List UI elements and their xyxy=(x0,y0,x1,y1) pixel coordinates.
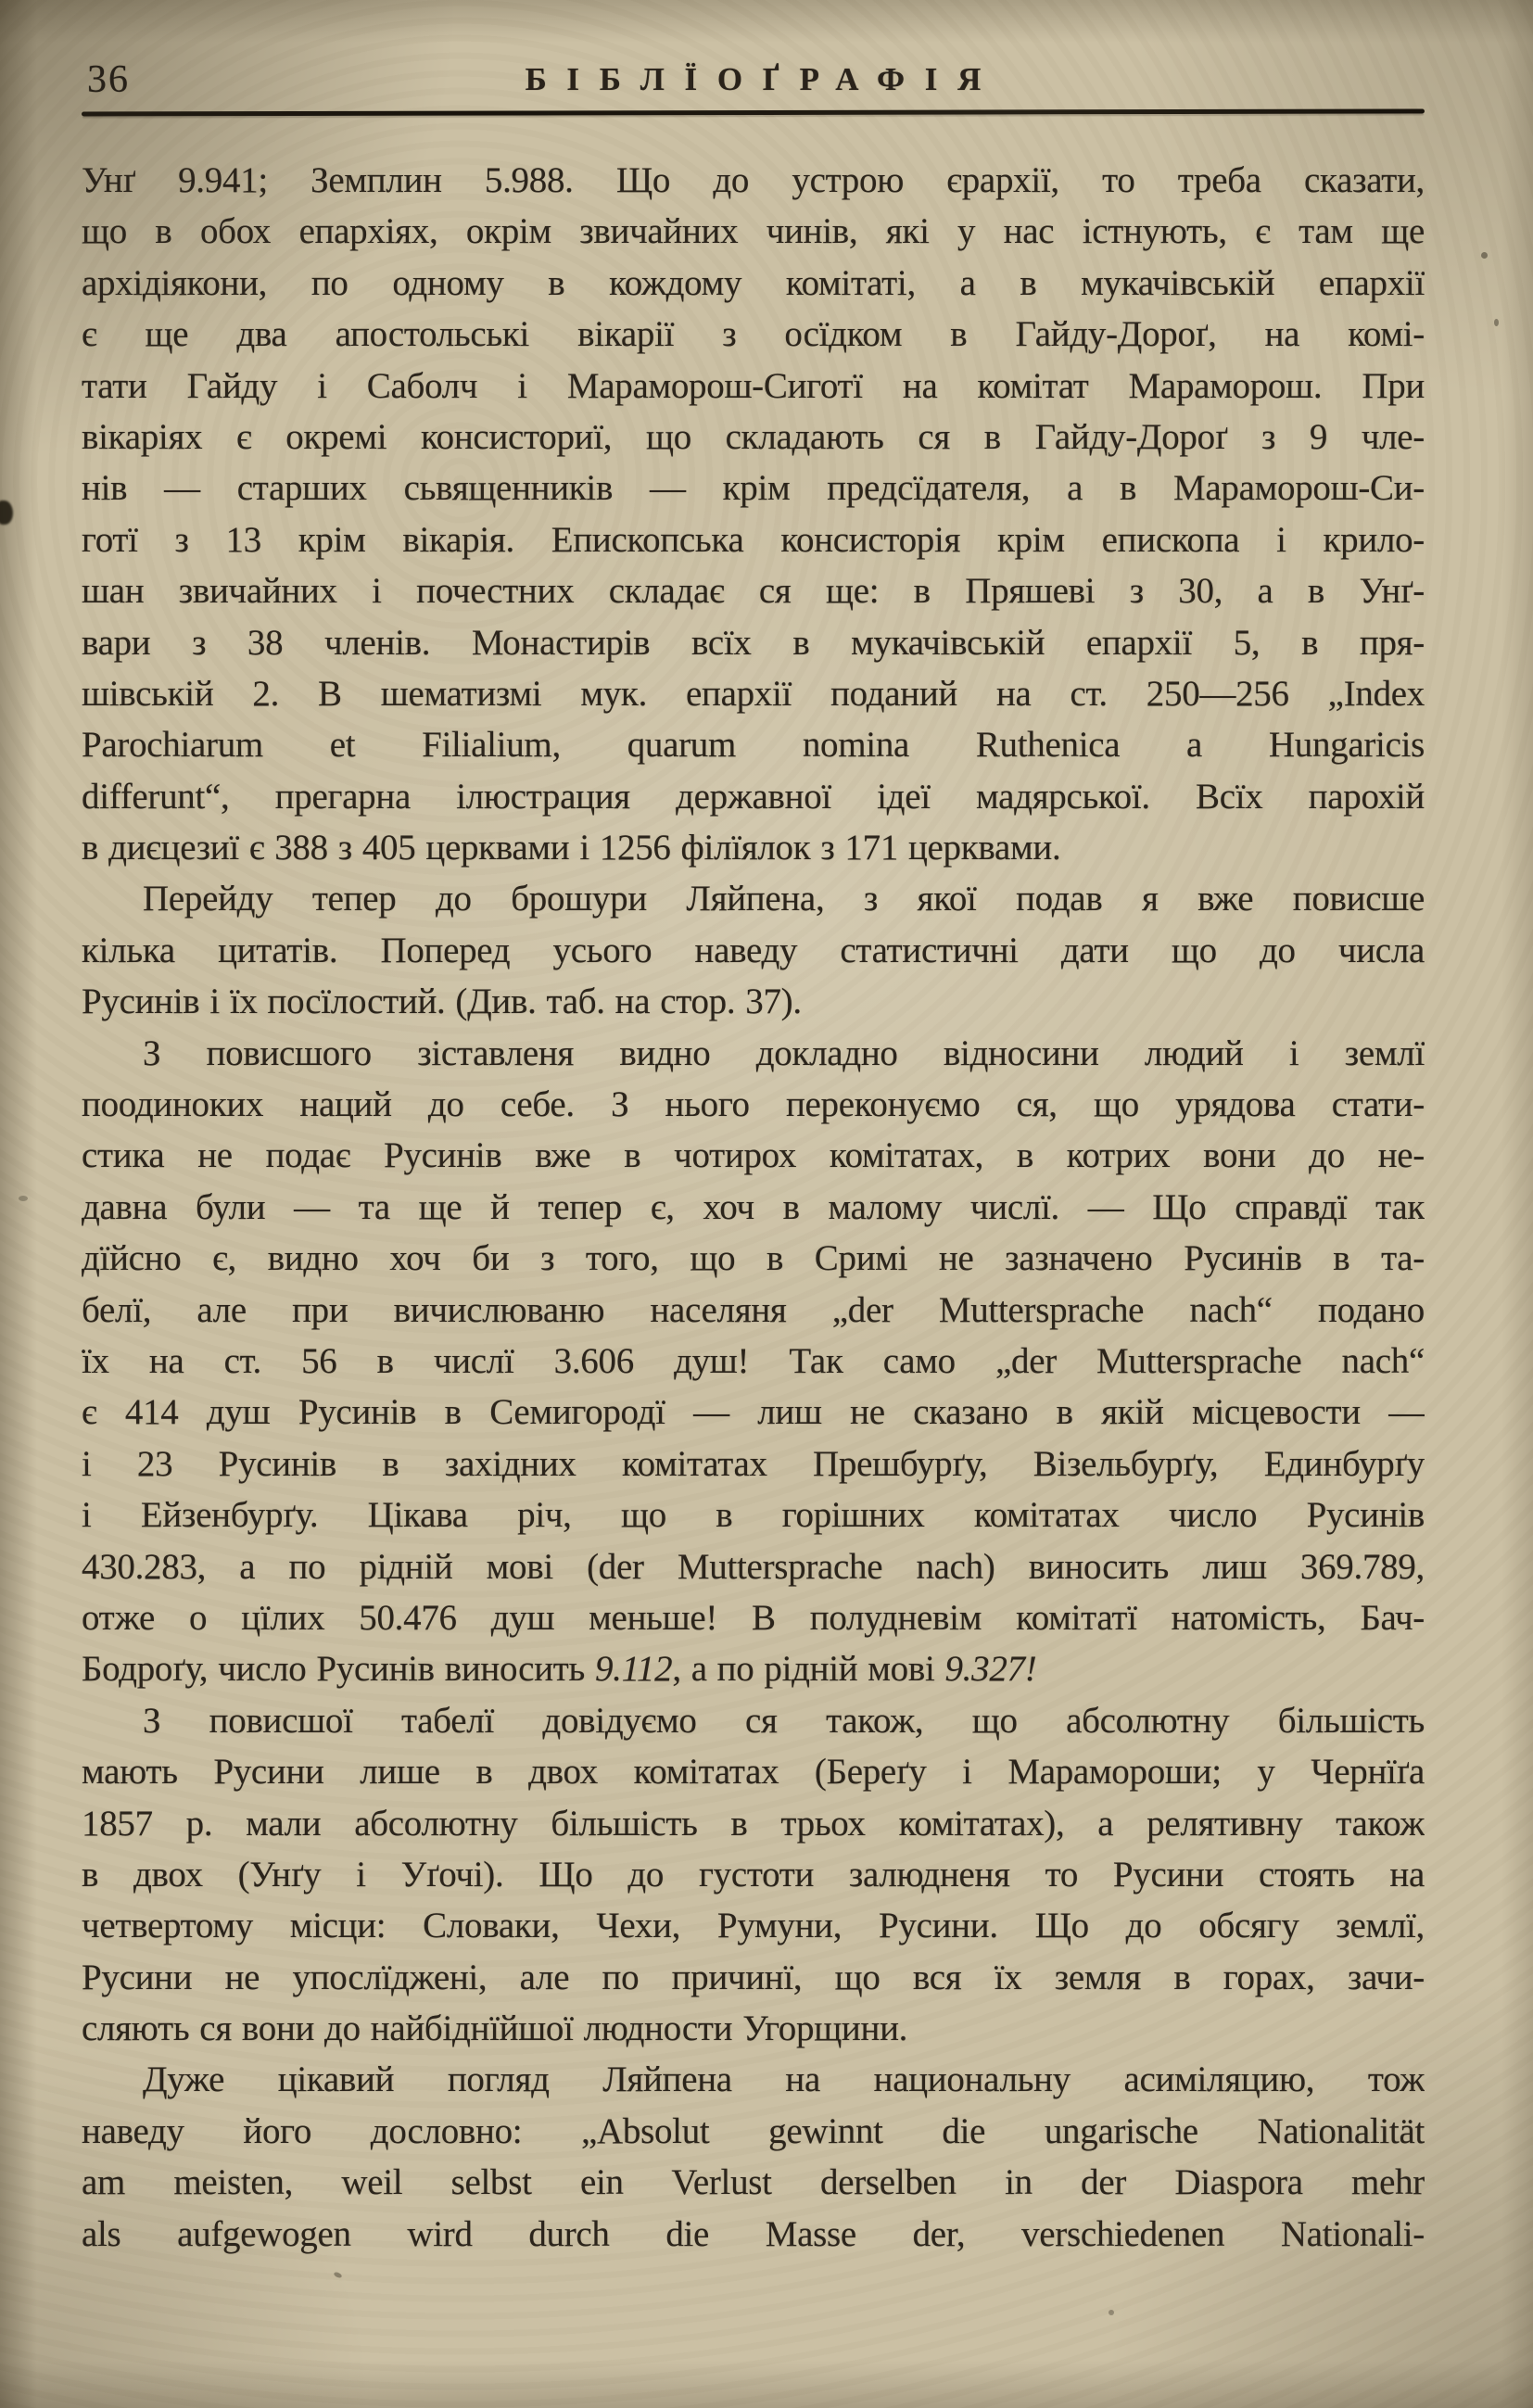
text-line: і Ейзенбурґу. Цікава річ, що в горішних комітатах число Русинів xyxy=(82,1495,1425,1536)
text-body xyxy=(82,155,1425,2260)
scan-artifact xyxy=(1109,2310,1114,2315)
text-line: Parochiarum et Filialium, quarum nomina Ruthenica a Hungaricis xyxy=(82,725,1425,766)
scan-artifact xyxy=(0,501,13,525)
text-line: що в обох епархіях, окрім звичайних чинів, які у нас істнують, є там ще xyxy=(82,211,1425,252)
text-line: als aufgewogen wird durch die Masse der, verschiedenen Nationali- xyxy=(82,2213,1425,2254)
text-line: Русини не упослїджені, але по причинї, що вся їх земля в горах, зачи- xyxy=(82,1957,1425,1997)
text-line: Перейду тепер до брошури Ляйпена, з якої подав я вже повисше xyxy=(143,879,1425,919)
text-line: в двох (Унґу і Уґочі). Що до густоти залюдненя то Русини стоять на xyxy=(82,1854,1425,1895)
text-line: готї з 13 крім вікарія. Епископська консисторія крім епископа і крило- xyxy=(82,519,1425,560)
text-line: їх на ст. 56 в числї 3.606 душ! Так само „der Muttersprache nach“ xyxy=(82,1340,1425,1381)
header-rule xyxy=(82,108,1425,116)
scan-artifact xyxy=(1494,319,1499,326)
text-line: Русинів і їх посїлостий. (Див. таб. на стор. 37). xyxy=(82,982,802,1022)
text-line: стика не подає Русинів вже в чотирох комітатах, в котрих вони до не- xyxy=(82,1135,1425,1176)
text-line: am meisten, weil selbst ein Verlust derselben in der Diaspora mehr xyxy=(82,2162,1425,2203)
scan-artifact xyxy=(333,2271,342,2278)
text-line: в диєцезиї є 388 з 405 церквами і 1256 філїялок з 171 церквами. xyxy=(82,828,1061,868)
text-line: З повисшої табелї довідуємо ся також, що абсолютну більшість xyxy=(143,1700,1425,1741)
text-line: мають Русини лише в двох комітатах (Береґу і Марамороши; у Чернїґа xyxy=(82,1752,1425,1793)
text-line: Дуже цікавий погляд Ляйпена на национальну асиміляцию, тож xyxy=(143,2059,1425,2100)
text-line: поодиноких наций до себе. З нього переконуємо ся, що урядова стати- xyxy=(82,1084,1425,1125)
text-line: differunt“, прегарна ілюстрация державної ідеї мадярської. Всїх парохій xyxy=(82,776,1425,817)
running-header-title: БІБЛЇОҐРАФІЯ xyxy=(525,61,1002,97)
text-line: вікаріях є окремі консисториї, що складають ся в Гайду-Дороґ з 9 чле- xyxy=(82,416,1425,457)
page-number: 36 xyxy=(87,58,130,101)
text-line: шан звичайних і почестних складає ся ще: в Пряшеві з 30, а в Унґ- xyxy=(82,571,1425,612)
text-line: Бодроґу, число Русинів виносить 9.112, а по рідній мові 9.327! xyxy=(82,1649,1037,1690)
text-line: давна були — та ще й тепер є, хоч в малому числї. — Що справдї так xyxy=(82,1186,1425,1227)
text-line: дїйсно є, видно хоч би з того, що в Сримі не зазначено Русинів в та- xyxy=(82,1238,1425,1279)
text-line: нів — старших сьвященників — крім предсїдателя, а в Мараморош-Си- xyxy=(82,468,1425,509)
text-line: є 414 душ Русинів в Семигородї — лиш не сказано в якій місцевости — xyxy=(82,1392,1425,1433)
text-line: З повисшого зіставленя видно докладно відносини людий і землї xyxy=(143,1033,1425,1073)
text-line: 430.283, а по рідній мові (der Muttersprache nach) виносить лиш 369.789, xyxy=(82,1546,1425,1587)
text-line: белї, але при вичислюваню населяня „der Muttersprache nach“ подано xyxy=(82,1289,1425,1330)
text-line: вари з 38 членів. Монастирів всїх в мукачівській епархії 5, в пря- xyxy=(82,622,1425,663)
text-line: кілька цитатів. Поперед усього наведу статистичні дати що до числа xyxy=(82,930,1425,970)
scan-artifact xyxy=(1481,252,1488,259)
text-line: Унґ 9.941; Земплин 5.988. Що до устрою єрархії, то треба сказати, xyxy=(82,160,1425,200)
text-line: і 23 Русинів в західних комітатах Прешбурґу, Візельбурґу, Единбурґу xyxy=(82,1443,1425,1484)
text-line: 1857 р. мали абсолютну більшість в трьох комітатах), а релятивну також xyxy=(82,1803,1425,1844)
text-line: шівській 2. В шематизмі мук. епархії поданий на ст. 250—256 „Index xyxy=(82,673,1425,714)
scan-artifact xyxy=(19,1196,28,1201)
text-line: є ще два апостольські вікарії з осїдком в Гайду-Дороґ, на комі- xyxy=(82,314,1425,355)
text-line: тати Гайду і Саболч і Мараморош-Сиготї на комітат Мараморош. При xyxy=(82,365,1425,406)
text-line: отже о цїлих 50.476 душ меньше! В полудневім комітатї натомість, Бач- xyxy=(82,1597,1425,1638)
text-line: наведу його дословно: „Absolut gewinnt die ungarische Nationalität xyxy=(82,2110,1425,2151)
text-line: архідіякони, по одному в кождому комітаті, а в мукачівській епархії xyxy=(82,262,1425,303)
text-line: четвертому місци: Словаки, Чехи, Румуни, Русини. Що до обсягу землї, xyxy=(82,1906,1425,1946)
text-line: сляють ся вони до найбіднїйшої людности Угорщини. xyxy=(82,2009,908,2049)
